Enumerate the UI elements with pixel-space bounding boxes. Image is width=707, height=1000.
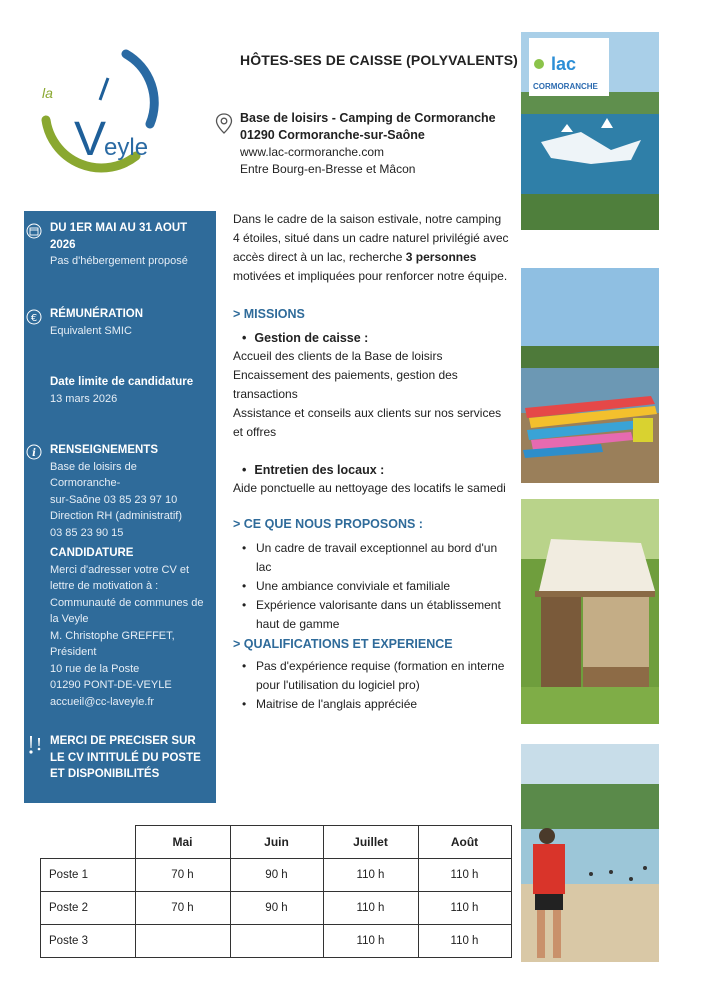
- table-cell: 110 h: [323, 892, 418, 925]
- offer-heading: > CE QUE NOUS PROPOSONS :: [233, 517, 423, 531]
- col-header: Août: [418, 826, 511, 859]
- dates-title: DU 1ER MAI AU 31 AOUT 2026: [50, 222, 188, 251]
- info-line: 03 85 23 90 15: [50, 526, 124, 539]
- kayaks-photo: [521, 268, 659, 483]
- employer-name: Base de loisirs - Camping de Cormoranche: [240, 111, 496, 125]
- apply-line: Communauté de communes de: [50, 596, 204, 609]
- intro-highlight: 3 personnes: [405, 250, 477, 264]
- info-title: RENSEIGNEMENTS: [50, 444, 158, 456]
- table-cell: [135, 925, 230, 958]
- qualification-item: • Pas d'expérience requise (formation en interne pour l'utilisation du logiciel pro): [240, 657, 510, 695]
- qualification-item: • Maitrise de l'anglais appréciée: [240, 695, 510, 714]
- deadline-title: Date limite de candidature: [50, 376, 194, 388]
- employer-city: 01290 Cormoranche-sur-Saône: [240, 128, 425, 142]
- table-cell: 90 h: [230, 892, 323, 925]
- beach-staff-photo: [521, 744, 659, 962]
- pay-value: Equivalent SMIC: [50, 324, 132, 337]
- apply-line: Merci d'adresser votre CV et: [50, 563, 190, 576]
- cash-details: [233, 347, 513, 442]
- col-header: Juin: [230, 826, 323, 859]
- logo-veyle-text: Veyle: [74, 113, 149, 166]
- apply-line: la Veyle: [50, 613, 89, 625]
- qualifications-heading: > QUALIFICATIONS ET EXPERIENCE: [233, 637, 453, 651]
- employer-address: [240, 110, 496, 178]
- qualifications-list: [240, 657, 510, 714]
- offer-item: • Expérience valorisante dans un établissement haut de gamme: [240, 596, 510, 634]
- pay-block: [50, 306, 210, 339]
- apply-title: CANDIDATURE: [50, 547, 134, 559]
- cash-line: Accueil des clients de la Base de loisirs: [233, 349, 443, 363]
- svg-text:€: €: [30, 313, 38, 324]
- table-cell: 90 h: [230, 859, 323, 892]
- employer-website[interactable]: www.lac-cormoranche.com: [240, 145, 385, 159]
- svg-text:i: i: [32, 448, 36, 459]
- calendar-icon: [26, 223, 42, 239]
- cash-heading: • Gestion de caisse :: [242, 331, 368, 345]
- upkeep-line: Aide ponctuelle au nettoyage des locatifs le samedi: [233, 481, 506, 495]
- deadline-block: [50, 374, 210, 407]
- logo-la-text: la: [42, 85, 53, 101]
- missions-heading: > MISSIONS: [233, 307, 305, 321]
- intro-text: Dans le cadre de la saison estivale, notre camping 4 étoiles, situé dans un cadre naturel privilégié avec accès direct à un lac, recherche: [233, 212, 509, 264]
- row-label: Poste 2: [41, 892, 136, 925]
- cash-line: Encaissement des paiements, gestion des transactions: [233, 368, 458, 401]
- col-header: Mai: [135, 826, 230, 859]
- table-row: [41, 859, 512, 892]
- table-cell: 110 h: [418, 925, 511, 958]
- apply-line: 01290 PONT-DE-VEYLE: [50, 679, 172, 691]
- apply-line: lettre de motivation à :: [50, 580, 159, 592]
- apply-line: 10 rue de la Poste: [50, 662, 140, 675]
- table-row: [41, 925, 512, 958]
- schedule-table: [40, 825, 512, 958]
- table-cell: 110 h: [323, 925, 418, 958]
- job-title: HÔTES-SES DE CAISSE (POLYVALENTS): [240, 52, 518, 68]
- lake-park-photo: [521, 32, 659, 230]
- offer-item: • Un cadre de travail exceptionnel au bord d'un lac: [240, 539, 510, 577]
- info-block: [50, 442, 210, 541]
- exclamation-icon: [26, 734, 44, 756]
- table-row: [41, 892, 512, 925]
- cash-line: Assistance et conseils aux clients sur nos services et offres: [233, 406, 502, 439]
- deadline-value: 13 mars 2026: [50, 392, 118, 405]
- euro-icon: [26, 309, 42, 325]
- info-icon: [26, 444, 42, 460]
- photo-logo-lac: lac: [551, 54, 577, 74]
- pay-title: RÉMUNÉRATION: [50, 308, 144, 320]
- intro-text-end: motivées et impliquées pour renforcer notre équipe.: [233, 269, 508, 283]
- upkeep-heading: • Entretien des locaux :: [242, 463, 384, 477]
- intro-paragraph: [233, 210, 511, 286]
- table-cell: 110 h: [418, 892, 511, 925]
- table-cell: 70 h: [135, 859, 230, 892]
- apply-block: [50, 545, 210, 710]
- info-line: Base de loisirs de Cormoranche-: [50, 460, 137, 489]
- apply-line: M. Christophe GREFFET,: [50, 629, 175, 642]
- table-cell: 110 h: [323, 859, 418, 892]
- apply-line: Président: [50, 646, 97, 658]
- info-sidebar: [24, 211, 216, 803]
- cv-note: [50, 733, 210, 783]
- info-line: Direction RH (administratif): [50, 510, 183, 522]
- cv-note-text: MERCI DE PRECISER SUR LE CV INTITULÉ DU POSTE ET DISPONIBILITÉS: [50, 735, 201, 780]
- col-header: Juillet: [323, 826, 418, 859]
- employer-location: Entre Bourg-en-Bresse et Mâcon: [240, 162, 416, 176]
- photo-logo-name: CORMORANCHE: [533, 82, 598, 91]
- offer-item: • Une ambiance conviviale et familiale: [240, 577, 510, 596]
- table-header-row: [41, 826, 512, 859]
- dates-note: Pas d'hébergement proposé: [50, 255, 188, 267]
- veyle-logo: [38, 48, 168, 178]
- tent-photo: [521, 499, 659, 724]
- table-cell: 110 h: [418, 859, 511, 892]
- row-label: Poste 3: [41, 925, 136, 958]
- table-cell: [230, 925, 323, 958]
- row-label: Poste 1: [41, 859, 136, 892]
- info-line: sur-Saône 03 85 23 97 10: [50, 493, 178, 506]
- dates-block: [50, 220, 210, 270]
- offer-list: [240, 539, 510, 634]
- table-cell: 70 h: [135, 892, 230, 925]
- apply-email[interactable]: accueil@cc-laveyle.fr: [50, 695, 155, 708]
- location-pin-icon: [215, 113, 233, 135]
- table-corner: [41, 826, 136, 859]
